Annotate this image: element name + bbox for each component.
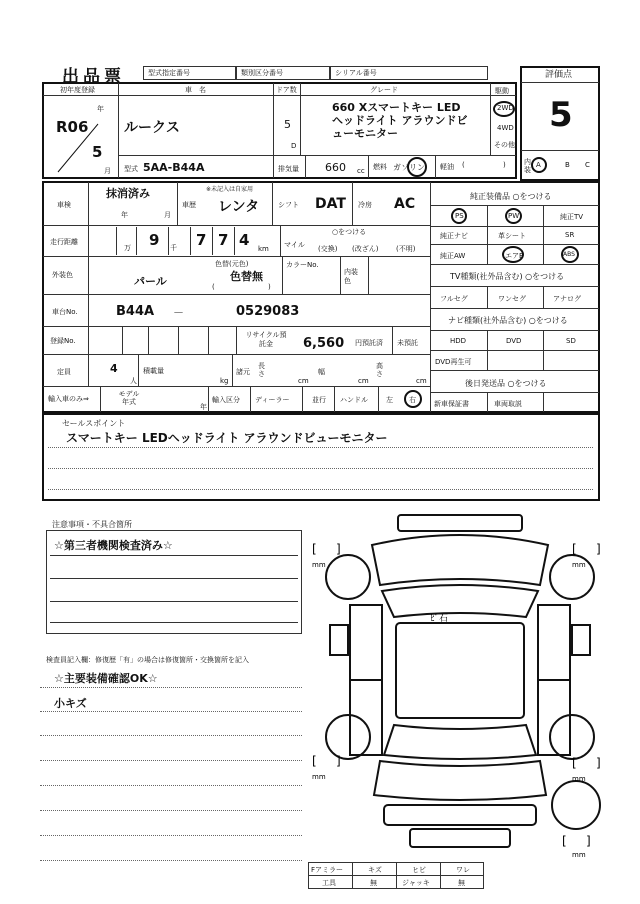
svg-text:]: ] xyxy=(596,542,601,556)
svg-text:[: [ xyxy=(572,756,577,770)
shift-type: DAT xyxy=(315,196,346,212)
svg-text:[: [ xyxy=(562,834,567,848)
svg-text:]: ] xyxy=(596,756,601,770)
mileage-digits: 9 千 7 7 4 万 km xyxy=(102,227,272,255)
svg-text:mm: mm xyxy=(312,773,326,781)
reg-year: R06 xyxy=(56,118,89,136)
doors: 5 xyxy=(284,118,291,131)
vehicle-history: レンタ xyxy=(218,199,260,215)
color-change: 色替無 xyxy=(230,270,263,283)
notes-line-3: 小キズ xyxy=(54,697,87,710)
ac-type: AC xyxy=(394,196,416,212)
svg-text:]: ] xyxy=(336,542,341,556)
svg-text:[: [ xyxy=(312,754,317,768)
recycle-fee: 6,560 xyxy=(303,336,345,351)
car-name: ルークス xyxy=(124,120,180,136)
svg-text:mm: mm xyxy=(572,851,586,859)
car-diagram[interactable] xyxy=(300,505,620,875)
svg-text:[: [ xyxy=(312,542,317,556)
damage-mark: ﾋﾞ石 xyxy=(430,614,449,624)
fuel-type: ガソリン xyxy=(393,163,425,172)
sales-point-box xyxy=(42,413,600,501)
model-code: 5AA-B44A xyxy=(143,161,205,174)
type-number-field[interactable]: 型式指定番号 xyxy=(143,66,236,80)
capacity: 4 xyxy=(110,362,118,375)
displacement: 660 xyxy=(325,161,346,174)
document-title: 出品票 xyxy=(62,67,125,87)
first-reg-label: 初年度登録 xyxy=(60,86,95,94)
score-value: 5 xyxy=(549,95,573,135)
notes-line-1: ☆第三者機関検査済み☆ xyxy=(54,539,173,552)
serial-number-field[interactable]: シリアル番号 xyxy=(330,66,488,80)
class-number-field[interactable]: 類別区分番号 xyxy=(236,66,330,80)
svg-text:mm: mm xyxy=(572,561,586,569)
chassis-number: 0529083 xyxy=(236,304,300,319)
svg-text:mm: mm xyxy=(572,775,586,783)
score-label: 評価点 xyxy=(545,70,573,80)
name-label: 車 名 xyxy=(185,86,206,94)
svg-text:]: ] xyxy=(336,754,341,768)
svg-text:mm: mm xyxy=(312,561,326,569)
exterior-color: パール xyxy=(134,275,167,288)
inspection-status: 抹消済み xyxy=(106,187,150,200)
svg-text:]: ] xyxy=(586,834,591,848)
chassis-prefix: B44A xyxy=(116,304,155,319)
reg-month: 5 xyxy=(92,143,103,161)
sales-point-text: スマートキー LEDヘッドライト アラウンドビューモニター xyxy=(66,431,388,445)
fuel-circle[interactable] xyxy=(407,157,427,177)
grade-text: 660 Xスマートキー LEDヘッドライト アラウンドビューモニター xyxy=(332,101,468,140)
notes-line-2: ☆主要装備確認OK☆ xyxy=(54,672,158,685)
svg-text:[: [ xyxy=(572,542,577,556)
